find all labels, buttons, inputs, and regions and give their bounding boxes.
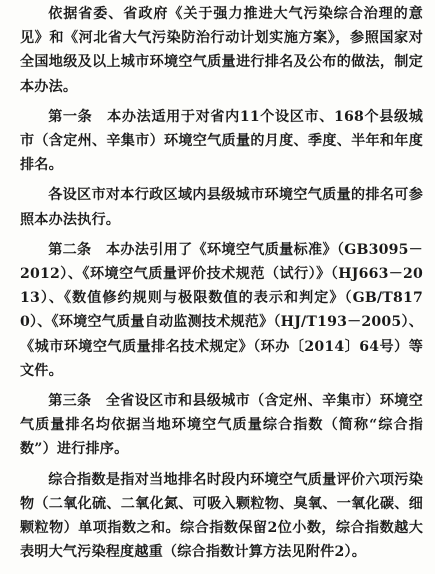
paragraph-article-2 bbox=[20, 238, 423, 383]
paragraph-text: 各设区市对本行政区域内县级城市环境空气质量的排名可参照本办法执行。 bbox=[20, 187, 423, 228]
paragraph-text: 全省设区市和县级城市（含定州、辛集市）环境空气质量排名均依据当地环境空气质量综合指数（简称“综合指数”）进行排序。 bbox=[20, 393, 423, 458]
paragraph-article-3 bbox=[20, 389, 423, 462]
paragraph-article-1 bbox=[20, 105, 423, 178]
paragraph-intro bbox=[20, 2, 423, 99]
paragraph-text: 综合指数是指对当地排名时段内环境空气质量评价六项污染物（二氧化硫、二氧化氮、可吸入颗粒物、臭氧、一氧化碳、细颗粒物）单项指数之和。综合指数保留2位小数，综合指数越大表明大气污染程度越重（综合指数计算方法见附件2）。 bbox=[20, 471, 423, 561]
paragraph-article-1-cont bbox=[20, 183, 423, 231]
article-number: 第一条 bbox=[48, 108, 93, 125]
article-number: 第二条 bbox=[48, 241, 92, 258]
paragraph-text: 本办法引用了《环境空气质量标准》（GB3095－2012）、《环境空气质量评价技术规范（试行）》（HJ663－2013）、《数值修约规则与极限数值的表示和判定》（GB/T8170）、《环境空气质量自动监测技术规范》（HJ/T193－2005）、《城市环境空气质量排名技术规定》（环办〔2014〕64号）等文件。 bbox=[20, 241, 423, 379]
paragraph-text: 本办法适用于对省内11个设区市、168个县级城市（含定州、辛集市）环境空气质量的月度、季度、半年和年度排名。 bbox=[20, 108, 423, 174]
paragraph-article-3-cont bbox=[20, 468, 423, 565]
paragraph-text: 依据省委、省政府《关于强力推进大气污染综合治理的意见》和《河北省大气污染防治行动计划实施方案》，参照国家对全国地级及以上城市环境空气质量进行排名及公布的做法，制定本办法。 bbox=[20, 6, 423, 95]
article-number: 第三条 bbox=[48, 393, 92, 410]
